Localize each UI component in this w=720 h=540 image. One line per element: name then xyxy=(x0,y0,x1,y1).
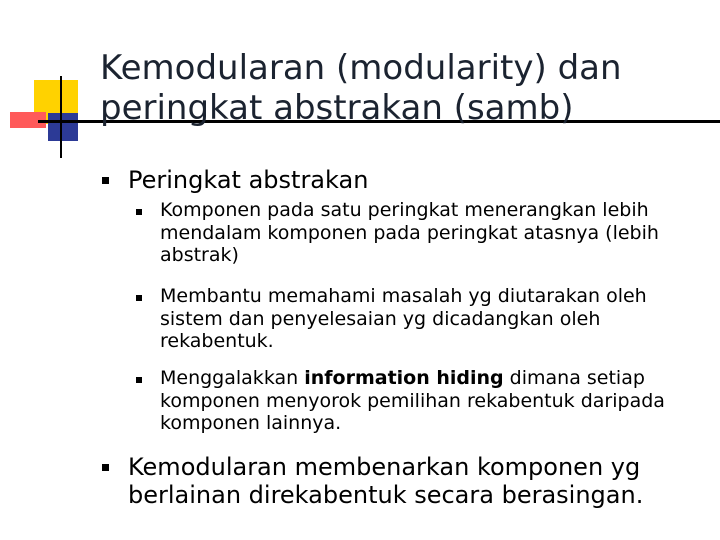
bullet-item: Kemodularan membenarkan komponen yg berlainan direkabentuk secara berasingan. xyxy=(128,453,644,509)
sub-bullet-item xyxy=(160,367,710,435)
sub-bullet-bold-term: information hiding xyxy=(304,367,504,389)
sub-bullet-item: Komponen pada satu peringkat menerangkan lebih mendalam komponen pada peringkat atasnya (lebih abstrak) xyxy=(160,199,659,266)
sub-bullet-text-post: dimana setiap komponen menyorok pemilihan rekabentuk daripada komponen lainnya. xyxy=(160,367,665,434)
bullet-square-icon xyxy=(136,377,142,383)
bullet-square-icon xyxy=(102,177,109,184)
bullet-square-icon xyxy=(136,295,142,301)
bullet-square-icon xyxy=(102,464,109,471)
slide-title: Kemodularan (modularity) dan peringkat abstrakan (samb) xyxy=(100,48,622,128)
bullet-item: Peringkat abstrakan xyxy=(128,166,369,194)
sub-bullet-text-pre: Menggalakkan xyxy=(160,367,305,389)
bullet-square-icon xyxy=(136,209,142,215)
decor-vertical-line xyxy=(60,76,62,158)
sub-bullet-item: Membantu memahami masalah yg diutarakan oleh sistem dan penyelesaian yg dicadangkan oleh rekabentuk. xyxy=(160,285,647,352)
decor-blue-square xyxy=(48,113,78,141)
